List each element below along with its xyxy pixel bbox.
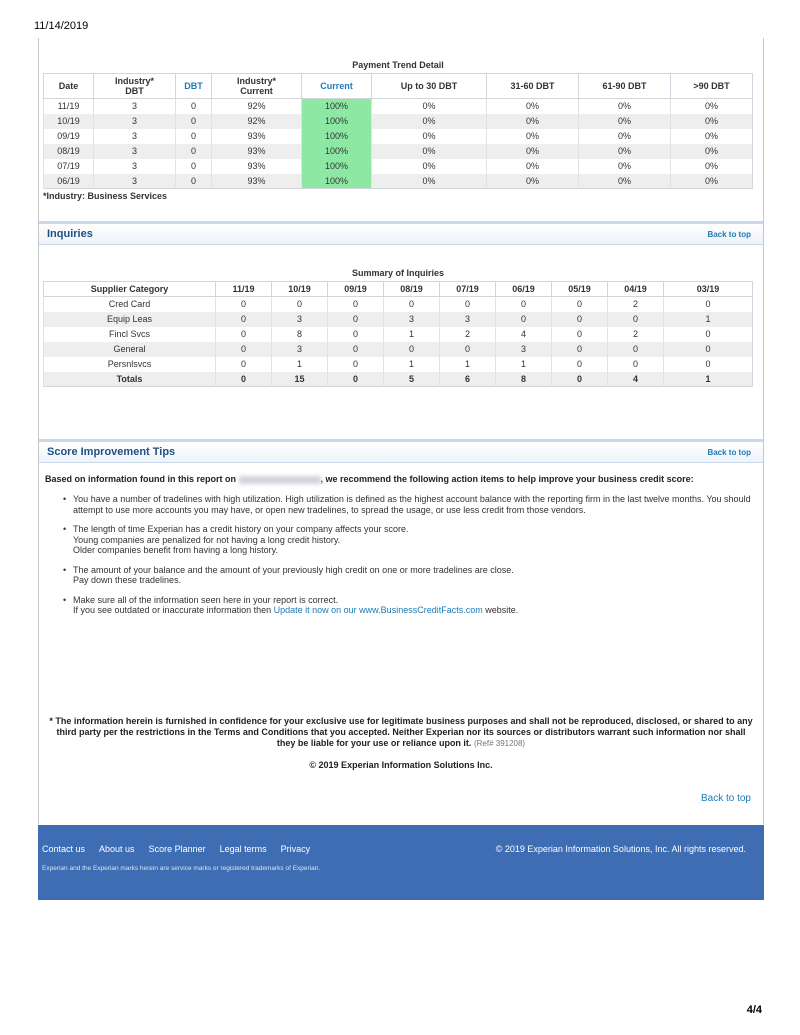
- table-row: [44, 129, 753, 144]
- table-cell: 0%: [671, 144, 753, 159]
- table-row: [44, 357, 753, 372]
- disclaimer: [49, 716, 753, 749]
- table-cell: 0: [176, 129, 212, 144]
- table-cell: 0: [440, 297, 496, 312]
- table-cell: 2: [608, 297, 664, 312]
- report-frame: [38, 38, 764, 824]
- table-row: [44, 159, 753, 174]
- table-cell: Equip Leas: [44, 312, 216, 327]
- col-61-90: 61-90 DBT: [579, 74, 671, 99]
- table-cell: 0%: [372, 144, 487, 159]
- table-header-cell: 03/19: [664, 282, 753, 297]
- table-cell: 0: [328, 357, 384, 372]
- col-date: Date: [44, 74, 94, 99]
- tip-text: website.: [482, 605, 519, 615]
- table-cell: 08/19: [44, 144, 94, 159]
- intro-after: , we recommend the following action items to help improve your business credit score:: [320, 474, 694, 484]
- table-row: [44, 114, 753, 129]
- table-cell: 100%: [302, 99, 372, 114]
- table-cell: 3: [94, 174, 176, 189]
- payment-trend-table: [43, 73, 753, 189]
- table-cell: 3: [272, 342, 328, 357]
- table-cell: Persnlsvcs: [44, 357, 216, 372]
- table-cell: 3: [272, 312, 328, 327]
- table-cell: 1: [664, 312, 753, 327]
- inquiries-back-to-top-link[interactable]: Back to top: [707, 230, 751, 239]
- table-row: [44, 327, 753, 342]
- table-cell: 0%: [671, 174, 753, 189]
- score-tips-list: [45, 494, 753, 616]
- industry-note: *Industry: Business Services: [43, 191, 168, 201]
- table-cell: 0: [216, 342, 272, 357]
- col-industry-dbt: Industry* DBT: [94, 74, 176, 99]
- score-tips-back-to-top-link[interactable]: Back to top: [707, 448, 751, 457]
- bullet-icon: •: [63, 494, 67, 504]
- table-cell: 0%: [671, 99, 753, 114]
- table-cell: 0%: [487, 174, 579, 189]
- table-header-cell: 10/19: [272, 282, 328, 297]
- table-cell: 93%: [212, 159, 302, 174]
- table-cell: 0%: [372, 159, 487, 174]
- table-cell: 3: [94, 144, 176, 159]
- table-cell: 0: [328, 327, 384, 342]
- table-cell: 3: [94, 99, 176, 114]
- table-row: [44, 174, 753, 189]
- table-cell: 0%: [372, 99, 487, 114]
- table-cell: 0: [552, 342, 608, 357]
- table-cell: 0: [216, 297, 272, 312]
- table-cell: 0: [664, 357, 753, 372]
- table-cell: 0%: [372, 174, 487, 189]
- table-row: [44, 372, 753, 387]
- tip-line: Older companies benefit from having a long history.: [73, 545, 278, 555]
- score-tips-title: Score Improvement Tips: [47, 446, 176, 458]
- table-cell: 1: [664, 372, 753, 387]
- table-cell: 0: [608, 357, 664, 372]
- table-cell: 4: [608, 372, 664, 387]
- table-cell: 10/19: [44, 114, 94, 129]
- table-cell: 93%: [212, 144, 302, 159]
- footer-links: [42, 844, 324, 854]
- table-cell: 3: [440, 312, 496, 327]
- bullet-icon: •: [63, 564, 67, 575]
- table-cell: 0: [552, 372, 608, 387]
- redacted-company-name: [239, 476, 321, 484]
- table-cell: 0: [552, 357, 608, 372]
- table-row: [44, 342, 753, 357]
- list-item: [45, 595, 753, 616]
- table-cell: 0: [328, 312, 384, 327]
- table-cell: 1: [384, 327, 440, 342]
- table-cell: 06/19: [44, 174, 94, 189]
- col-dbt: DBT: [176, 74, 212, 99]
- table-row: [44, 144, 753, 159]
- table-cell: 07/19: [44, 159, 94, 174]
- score-tips-section: [45, 474, 753, 625]
- intro-before: Based on information found in this report on: [45, 474, 236, 484]
- table-cell: 8: [496, 372, 552, 387]
- footer-link-legal-terms[interactable]: Legal terms: [219, 844, 267, 854]
- table-cell: 0: [552, 312, 608, 327]
- table-cell: 0: [176, 159, 212, 174]
- col-over-90: >90 DBT: [671, 74, 753, 99]
- table-cell: 0%: [671, 129, 753, 144]
- page-number: 4/4: [746, 1004, 762, 1016]
- table-cell: 1: [496, 357, 552, 372]
- table-cell: 1: [440, 357, 496, 372]
- table-cell: 93%: [212, 129, 302, 144]
- footer-link-contact-us[interactable]: Contact us: [42, 844, 86, 854]
- table-cell: 0: [384, 342, 440, 357]
- footer-link-privacy[interactable]: Privacy: [280, 844, 311, 854]
- table-cell: 100%: [302, 114, 372, 129]
- table-cell: 3: [496, 342, 552, 357]
- table-cell: 0%: [671, 114, 753, 129]
- bullet-icon: •: [63, 524, 67, 534]
- table-cell: 4: [496, 327, 552, 342]
- copyright-notice: © 2019 Experian Information Solutions Inc.: [309, 760, 493, 770]
- table-cell: 2: [440, 327, 496, 342]
- payment-trend-title: Payment Trend Detail: [352, 60, 444, 70]
- table-cell: 100%: [302, 174, 372, 189]
- bottom-back-to-top-link[interactable]: Back to top: [700, 793, 751, 804]
- table-cell: 0%: [487, 129, 579, 144]
- table-cell: 0: [328, 372, 384, 387]
- table-cell: 0: [328, 342, 384, 357]
- bullet-icon: •: [63, 594, 67, 605]
- table-cell: 0%: [579, 144, 671, 159]
- table-cell: 92%: [212, 99, 302, 114]
- table-row: [44, 297, 753, 312]
- table-cell: 0: [496, 312, 552, 327]
- footer-link-about-us[interactable]: About us: [99, 844, 135, 854]
- col-industry-current: Industry* Current: [212, 74, 302, 99]
- table-cell: 0%: [487, 114, 579, 129]
- table-cell: 3: [94, 114, 176, 129]
- table-cell: 0%: [579, 99, 671, 114]
- reference-number: (Ref# 391208): [473, 739, 526, 748]
- table-cell: 3: [94, 129, 176, 144]
- score-tips-intro: [45, 474, 753, 484]
- table-header-cell: Supplier Category: [44, 282, 216, 297]
- inquiries-section: [43, 268, 753, 387]
- col-up-to-30: Up to 30 DBT: [372, 74, 487, 99]
- table-cell: 0: [664, 297, 753, 312]
- table-cell: 3: [94, 159, 176, 174]
- table-cell: 0%: [579, 114, 671, 129]
- score-tips-section-header: [39, 439, 763, 463]
- tip-line: The amount of your balance and the amount of your previously high credit on one or more tradelines are close.: [73, 564, 514, 575]
- footer-rights: © 2019 Experian Information Solutions, Inc. All rights reserved.: [495, 844, 746, 854]
- table-header-cell: 09/19: [328, 282, 384, 297]
- table-cell: 0%: [487, 159, 579, 174]
- table-cell: 92%: [212, 114, 302, 129]
- table-cell: 3: [384, 312, 440, 327]
- table-cell: 0: [552, 327, 608, 342]
- table-cell: 0: [440, 342, 496, 357]
- table-cell: 0: [176, 144, 212, 159]
- payment-trend-section: [43, 60, 753, 201]
- table-cell: 0: [384, 297, 440, 312]
- tip-text: If you see outdated or inaccurate information then: [73, 605, 274, 615]
- table-cell: 5: [384, 372, 440, 387]
- table-cell: 0%: [579, 174, 671, 189]
- table-cell: 2: [608, 327, 664, 342]
- table-cell: 0: [216, 357, 272, 372]
- table-cell: 100%: [302, 144, 372, 159]
- table-cell: 0: [272, 297, 328, 312]
- table-cell: 93%: [212, 174, 302, 189]
- col-31-60: 31-60 DBT: [487, 74, 579, 99]
- table-cell: 0: [216, 327, 272, 342]
- table-header-cell: 05/19: [552, 282, 608, 297]
- table-header-cell: 04/19: [608, 282, 664, 297]
- inquiries-table-title: Summary of Inquiries: [351, 268, 445, 278]
- table-cell: Totals: [44, 372, 216, 387]
- footer-link-score-planner[interactable]: Score Planner: [148, 844, 206, 854]
- list-item: [45, 524, 753, 556]
- table-cell: 0%: [487, 99, 579, 114]
- table-cell: 100%: [302, 159, 372, 174]
- disclaimer-text: * The information herein is furnished in confidence for your exclusive use for legitimate business purposes and shall not be reproduced, disclosed, or shared to any third party per the restrictions in the Terms and Conditions that you accepted. Neither Experian nor its sources or distributors warrant such information nor shall they be liable for your use or reliance upon it.: [49, 716, 753, 748]
- table-cell: 0: [176, 99, 212, 114]
- table-cell: 0: [176, 174, 212, 189]
- list-item: [45, 494, 753, 515]
- tip-line: Young companies are penalized for not having a long credit history.: [73, 534, 341, 545]
- table-cell: 6: [440, 372, 496, 387]
- table-cell: 0%: [487, 144, 579, 159]
- table-header-cell: 07/19: [440, 282, 496, 297]
- inquiries-title: Inquiries: [47, 228, 93, 240]
- table-cell: 0%: [372, 114, 487, 129]
- inquiries-table: [43, 281, 753, 387]
- table-cell: 15: [272, 372, 328, 387]
- table-cell: 0: [552, 297, 608, 312]
- table-cell: 0: [664, 327, 753, 342]
- table-header-cell: 06/19: [496, 282, 552, 297]
- table-cell: 100%: [302, 129, 372, 144]
- table-header-cell: 08/19: [384, 282, 440, 297]
- tip-line: [73, 605, 753, 616]
- table-cell: 0: [176, 114, 212, 129]
- table-cell: 0: [216, 312, 272, 327]
- table-cell: 09/19: [44, 129, 94, 144]
- inquiries-header-row: [44, 282, 753, 297]
- col-current: Current: [302, 74, 372, 99]
- table-cell: 1: [384, 357, 440, 372]
- table-cell: Fincl Svcs: [44, 327, 216, 342]
- table-cell: 0%: [372, 129, 487, 144]
- tip-line: Pay down these tradelines.: [73, 575, 182, 585]
- table-cell: 0: [216, 372, 272, 387]
- table-cell: 11/19: [44, 99, 94, 114]
- payment-trend-body: [44, 99, 753, 189]
- inquiries-section-header: [39, 221, 763, 245]
- tip-line: You have a number of tradelines with high utilization. High utilization is defined as the highest account balance with the reporting firm in the last twelve months. You should attempt to use more accounts you may have, or open new tradelines, to spread the usage, or use less credit from those vendors.: [73, 494, 751, 515]
- table-cell: 1: [272, 357, 328, 372]
- table-cell: 0: [608, 342, 664, 357]
- tip-line: The length of time Experian has a credit history on your company affects your score.: [73, 524, 409, 534]
- update-info-link[interactable]: Update it now on our www.BusinessCreditFacts.com: [273, 605, 483, 615]
- table-cell: 0%: [579, 129, 671, 144]
- table-header-cell: 11/19: [216, 282, 272, 297]
- table-cell: 0: [328, 297, 384, 312]
- table-cell: 0: [608, 312, 664, 327]
- table-cell: 8: [272, 327, 328, 342]
- list-item: [45, 565, 753, 586]
- table-row: [44, 99, 753, 114]
- payment-trend-header-row: [44, 74, 753, 99]
- inquiries-body: [44, 297, 753, 387]
- table-cell: General: [44, 342, 216, 357]
- footer: [38, 825, 764, 900]
- table-cell: 0%: [579, 159, 671, 174]
- table-row: [44, 312, 753, 327]
- table-cell: 0: [496, 297, 552, 312]
- tip-line: Make sure all of the information seen here in your report is correct.: [73, 594, 339, 605]
- footer-trademark-note: Experian and the Experian marks herein are service marks or registered trademarks of Experian.: [42, 865, 321, 872]
- table-cell: 0%: [671, 159, 753, 174]
- table-cell: Cred Card: [44, 297, 216, 312]
- print-date: 11/14/2019: [34, 20, 89, 32]
- table-cell: 0: [664, 342, 753, 357]
